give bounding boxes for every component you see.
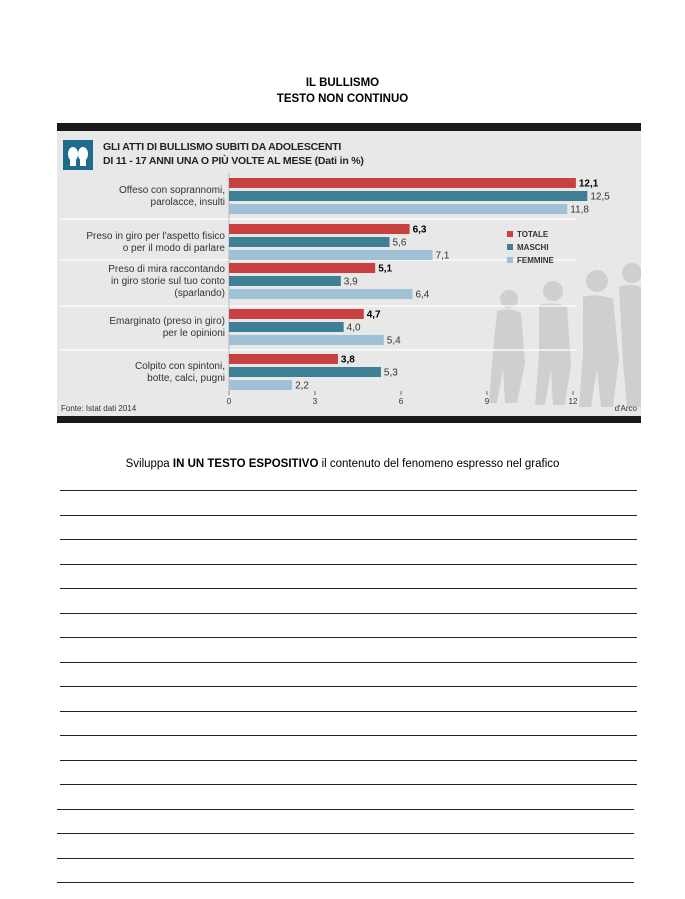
value-label-totale: 6,3 [412, 224, 427, 236]
writing-line[interactable] [60, 564, 637, 565]
value-label-maschi: 12,5 [590, 191, 610, 203]
category-label: (sparlando) [174, 288, 225, 299]
x-tick-label-3: 3 [312, 397, 318, 406]
writing-line[interactable] [60, 539, 637, 540]
value-label-maschi: 4,0 [346, 322, 361, 334]
legend-swatch-femmine [507, 257, 513, 263]
page-subtitle: TESTO NON CONTINUO [276, 93, 409, 105]
legend-swatch-maschi [507, 244, 513, 250]
value-label-femmine: 6,4 [415, 289, 430, 301]
bar-totale [229, 354, 338, 364]
instruction-post: il contenuto del fenomeno espresso nel grafico [318, 458, 560, 470]
bar-femmine [229, 335, 384, 345]
legend-label-femmine: FEMMINE [517, 256, 554, 265]
chart-figure [57, 123, 641, 423]
bar-maschi [229, 276, 341, 286]
bar-maschi [229, 367, 381, 377]
bar-femmine [229, 289, 412, 299]
bar-femmine [229, 250, 433, 260]
bar-maschi [229, 237, 390, 247]
x-tick-label-12: 12 [568, 397, 578, 406]
value-label-femmine: 11,8 [570, 204, 590, 216]
chart-credit: d'Arco [614, 404, 637, 413]
x-tick-label-9: 9 [484, 397, 490, 406]
instruction-pre: Sviluppa [125, 458, 173, 470]
chart-bottom-rule [57, 416, 641, 423]
category-label: Preso di mira raccontando [108, 264, 225, 275]
category-label: per le opinioni [162, 328, 225, 339]
bar-totale [229, 178, 576, 188]
category-label: parolacce, insulti [150, 197, 225, 208]
writing-line[interactable] [57, 882, 634, 883]
writing-line[interactable] [60, 784, 637, 785]
chart-title-line2: DI 11 - 17 ANNI UNA O PIÙ VOLTE AL MESE (Dati in %) [103, 155, 364, 167]
category-label: botte, calci, pugni [147, 373, 225, 384]
writing-line[interactable] [60, 515, 637, 516]
people-silhouettes [489, 263, 641, 407]
bar-maschi [229, 191, 587, 201]
value-label-femmine: 5,4 [386, 335, 401, 347]
instruction-text [0, 458, 685, 470]
category-label: Emarginato (preso in giro) [109, 316, 225, 327]
bar-femmine [229, 204, 567, 214]
writing-line[interactable] [60, 588, 637, 589]
writing-line[interactable] [60, 490, 637, 491]
value-label-totale: 5,1 [378, 263, 393, 275]
writing-line[interactable] [57, 858, 634, 859]
legend-label-maschi: MASCHI [517, 243, 549, 252]
value-label-maschi: 5,3 [383, 367, 398, 379]
bar-totale [229, 263, 375, 273]
bar-maschi [229, 322, 344, 332]
writing-line[interactable] [60, 735, 637, 736]
chart-plot [57, 123, 641, 423]
writing-line[interactable] [60, 711, 637, 712]
legend-swatch-totale [507, 231, 513, 237]
category-label: in giro storie sul tuo conto [111, 276, 225, 287]
category-label: Colpito con spintoni, [134, 361, 225, 372]
bar-totale [229, 224, 410, 234]
writing-line[interactable] [60, 760, 637, 761]
value-label-totale: 3,8 [340, 354, 355, 366]
instruction-bold: IN UN TESTO ESPOSITIVO [172, 458, 319, 470]
bar-totale [229, 309, 364, 319]
writing-line[interactable] [60, 637, 637, 638]
value-label-maschi: 3,9 [343, 276, 358, 288]
writing-line[interactable] [60, 613, 637, 614]
value-label-totale: 12,1 [578, 178, 599, 190]
page-title: IL BULLISMO [305, 77, 380, 89]
category-label: Preso in giro per l'aspetto fisico [86, 231, 225, 242]
chart-title-line1: GLI ATTI DI BULLISMO SUBITI DA ADOLESCENTI [103, 141, 342, 153]
bar-femmine [229, 380, 292, 390]
x-tick-label-0: 0 [226, 397, 232, 406]
value-label-maschi: 5,6 [392, 237, 407, 249]
value-label-femmine: 7,1 [435, 250, 450, 262]
writing-line[interactable] [60, 662, 637, 663]
category-label: o per il modo di parlare [122, 243, 225, 254]
x-tick-label-6: 6 [398, 397, 404, 406]
writing-line[interactable] [57, 833, 634, 834]
writing-line[interactable] [57, 809, 634, 810]
legend-label-totale: TOTALE [517, 230, 549, 239]
value-label-totale: 4,7 [366, 309, 381, 321]
value-label-femmine: 2,2 [295, 380, 309, 392]
chart-source: Fonte: Istat dati 2014 [61, 404, 137, 413]
writing-line[interactable] [60, 686, 637, 687]
category-label: Offeso con soprannomi, [119, 185, 225, 196]
